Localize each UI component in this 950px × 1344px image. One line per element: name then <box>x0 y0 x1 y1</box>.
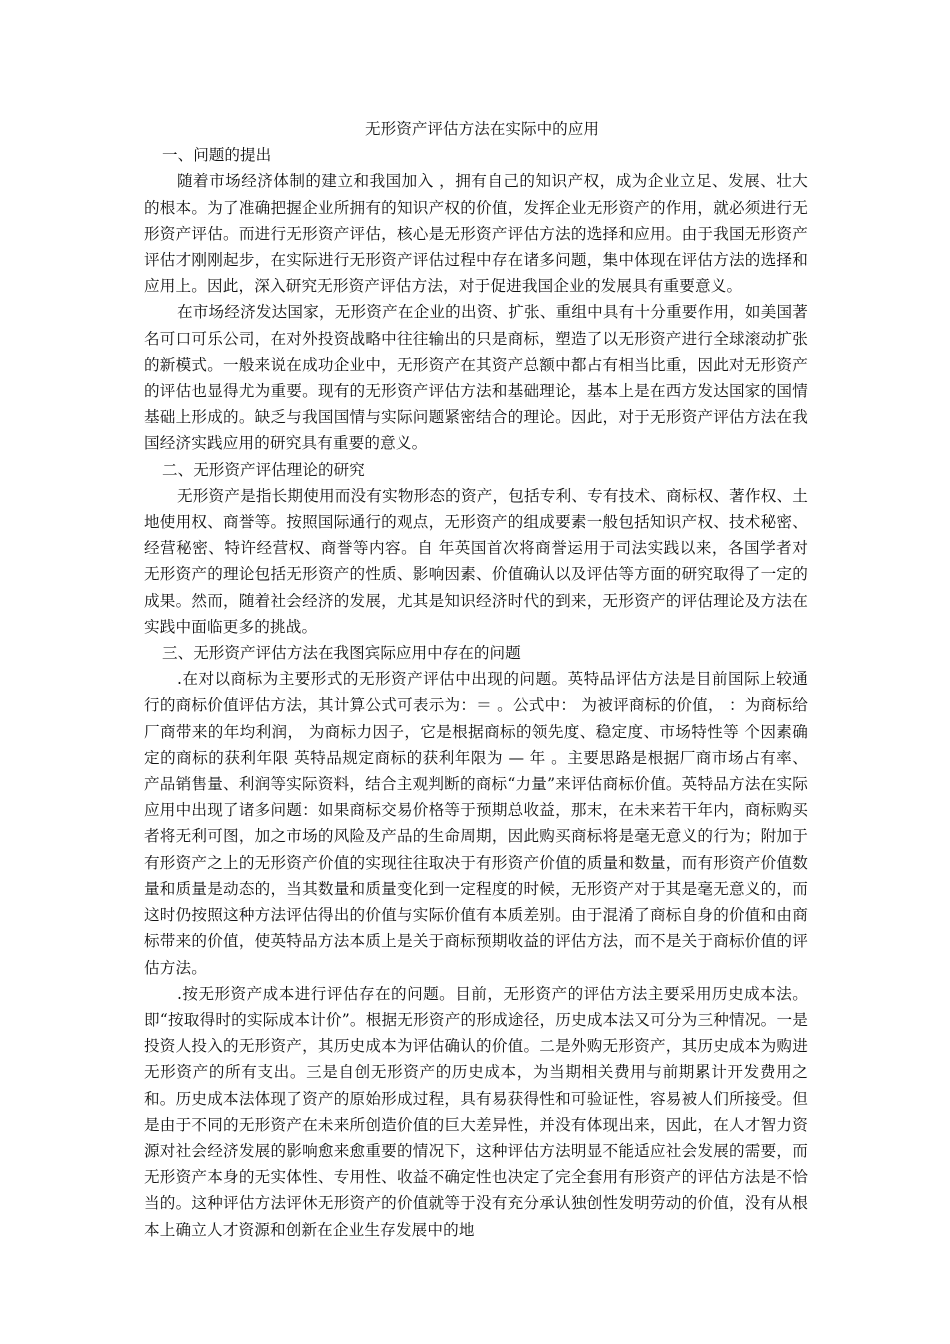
section-1-paragraph-2: 在市场经济发达国家，无形资产在企业的出资、扩张、重组中具有十分重要作用，如美国著名可口可乐公司，在对外投资战略中往往输出的只是商标，塑造了以无形资产进行全球滚动扩张的新模式。一般来说在成功企业中，无形资产在其资产总额中都占有相当比重，因此对无形资产的评估也显得尤为重要。现有的无形资产评估方法和基础理论，基本上是在西方发达国家的国情基础上形成的。缺乏与我国国情与实际问题紧密结合的理论。因此，对于无形资产评估方法在我国经济实践应用的研究具有重要的意义。 <box>144 303 808 453</box>
document-body <box>144 116 808 1243</box>
section-3-paragraph-2: .按无形资产成本进行评估存在的问题。目前，无形资产的评估方法主要采用历史成本法。即“按取得时的实际成本计价”。根据无形资产的形成途径，历史成本法又可分为三种情况。一是投资人投入的无形资产，其历史成本为评估确认的价值。二是外购无形资产，其历史成本为购进无形资产的所有支出。三是自创无形资产的历史成本，为当期相关费用与前期累计开发费用之和。历史成本法体现了资产的原始形成过程，具有易获得性和可验证性，容易被人们所接受。但是由于不同的无形资产在未来所创造价值的巨大差异性，并没有体现出来，因此，在人才智力资源对社会经济发展的影响愈来愈重要的情况下，这种评估方法明显不能适应社会发展的需要，而无形资产本身的无实体性、专用性、收益不确定性也决定了完全套用有形资产的评估方法是不恰当的。这种评估方法评休无形资产的价值就等于没有充分承认独创性发明劳动的价值，没有从根本上确立人才资源和创新在企业生存发展中的地 <box>144 984 808 1239</box>
document-title: 无形资产评估方法在实际中的应用 <box>365 120 599 138</box>
section-heading-1: 一、问题的提出 <box>162 146 272 165</box>
section-3-paragraph-1: .在对以商标为主要形式的无形资产评估中出现的问题。英特品评估方法是目前国际上较通行的商标价值评估方法，其计算公式可表示为：＝ 。公式中： 为被评商标的价值， ：为商标给厂商带来的年均利润， 为商标力因子，它是根据商标的领先度、稳定度、市场特性等 个因素确定的商标的获利年限 英特品规定商标的获利年限为 — 年 。主要思路是根据厂商市场占有率、产品销售量、利润等实际资料，结合主观判断的商标“力量”来评估商标价值。英特品方法在实际应用中出现了诸多问题：如果商标交易价格等于预期总收益，那末，在未来若干年内，商标购买者将无利可图，加之市场的风险及产品的生命周期，因此购买商标将是毫无意义的行为；附加于有形资产之上的无形资产价值的实现往往取决于有形资产价值的质量和数量，而有形资产价值数量和质量是动态的，当其数量和质量变化到一定程度的时候，无形资产对于其是毫无意义的，而这时仍按照这种方法评估得出的价值与实际价值有本质差别。由于混淆了商标自身的价值和由商标带来的价值，使英特品方法本质上是关于商标预期收益的评估方法，而不是关于商标价值的评估方法。 <box>144 670 808 977</box>
section-1-paragraph-1: 随着市场经济体制的建立和我国加入 ，拥有自己的知识产权，成为企业立足、发展、壮大的根本。为了准确把握企业所拥有的知识产权的价值，发挥企业无形资产的作用，就必须进行无形资产评估。而进行无形资产评估，核心是无形资产评估方法的选择和应用。由于我国无形资产评估才刚刚起步，在实际进行无形资产评估过程中存在诸多问题，集中体现在评估方法的选择和应用上。因此，深入研究无形资产评估方法，对于促进我国企业的发展具有重要意义。 <box>144 172 808 296</box>
section-heading-3: 三、无形资产评估方法在我图宾际应用中存在的问题 <box>162 644 521 663</box>
section-2-paragraph-1: 无形资产是指长期使用而没有实物形态的资产，包括专利、专有技术、商标权、著作权、土地使用权、商誉等。按照国际通行的观点，无形资产的组成要素一般包括知识产权、技术秘密、经营秘密、特许经营权、商誉等内容。自 年英国首次将商誉运用于司法实践以来，各国学者对无形资产的理论包括无形资产的性质、影响因素、价值确认以及评估等方面的研究取得了一定的成果。然而，随着社会经济的发展，尤其是知识经济时代的到来，无形资产的评估理论及方法在实践中面临更多的挑战。 <box>144 486 808 636</box>
section-heading-2: 二、无形资产评估理论的研究 <box>162 460 365 479</box>
